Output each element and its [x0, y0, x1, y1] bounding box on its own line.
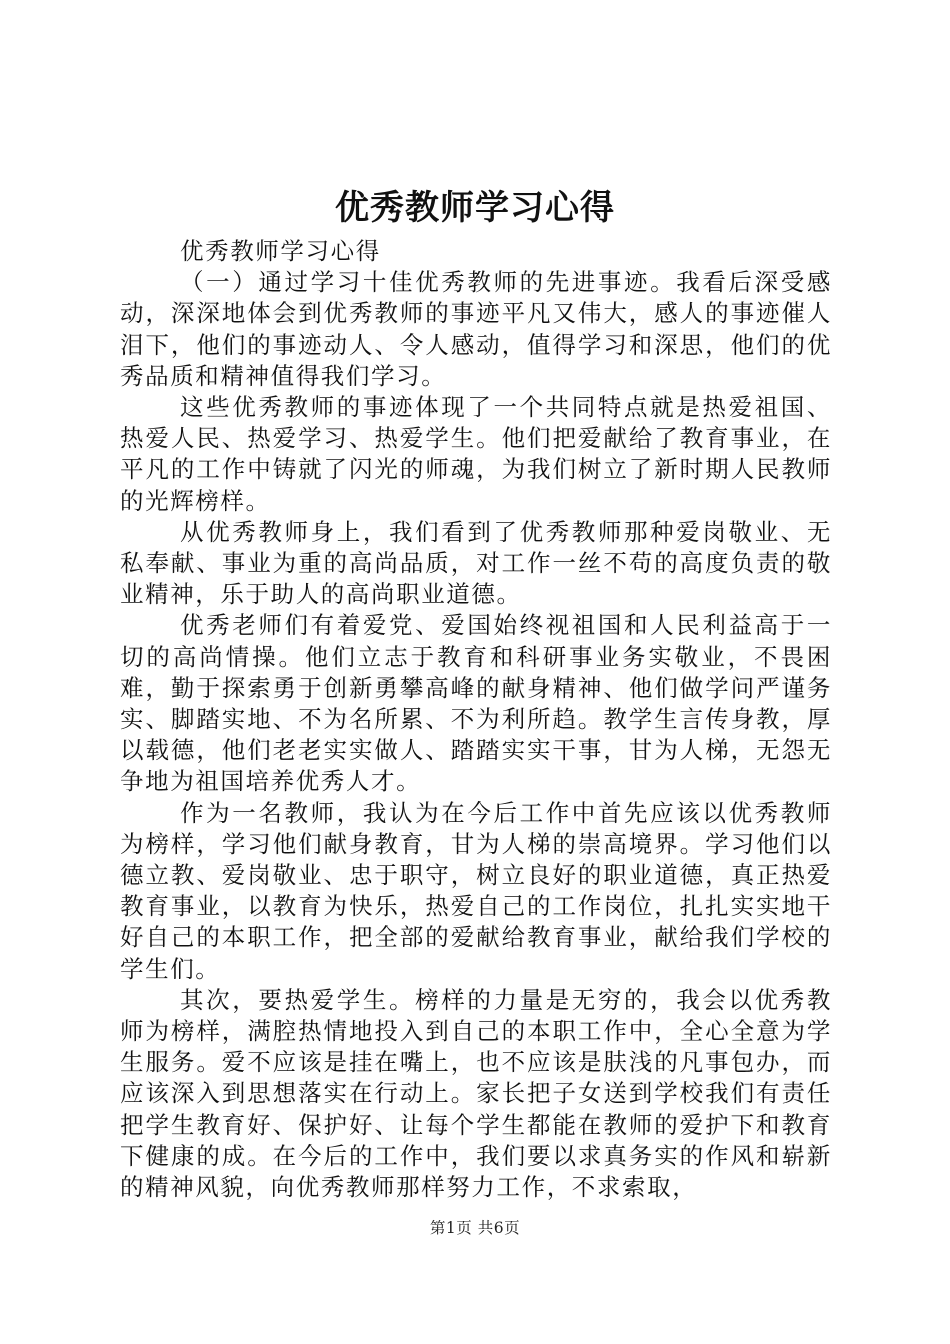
paragraph-1: （一）通过学习十佳优秀教师的先进事迹。我看后深受感动，深深地体会到优秀教师的事迹平凡又伟大，感人的事迹催人泪下，他们的事迹动人、令人感动，值得学习和深思，他们的优秀品质和精神值得我们学习。: [120, 268, 832, 390]
document-subtitle: 优秀教师学习心得: [180, 237, 381, 265]
paragraph-2: 这些优秀教师的事迹体现了一个共同特点就是热爱祖国、热爱人民、热爱学习、热爱学生。他们把爱献给了教育事业，在平凡的工作中铸就了闪光的师魂，为我们树立了新时期人民教师的光辉榜样。: [120, 393, 832, 515]
paragraph-5: 作为一名教师，我认为在今后工作中首先应该以优秀教师为榜样，学习他们献身教育，甘为人梯的崇高境界。学习他们以德立教、爱岗敬业、忠于职守，树立良好的职业道德，真正热爱教育事业，以教育为快乐，热爱自己的工作岗位，扎扎实实地干好自己的本职工作，把全部的爱献给教育事业，献给我们学校的学生们。: [120, 798, 832, 983]
document-title: 优秀教师学习心得: [335, 188, 615, 228]
paragraph-4: 优秀老师们有着爱党、爱国始终视祖国和人民利益高于一切的高尚情操。他们立志于教育和科研事业务实敬业，不畏困难，勤于探索勇于创新勇攀高峰的献身精神、他们做学问严谨务实、脚踏实地、不为名所累、不为利所趋。教学生言传身教，厚以载德，他们老老实实做人、踏踏实实干事，甘为人梯，无怨无争地为祖国培养优秀人才。: [120, 611, 832, 796]
document-body: [120, 236, 832, 1203]
page-number-footer: 第1页 共6页: [429, 1219, 521, 1237]
paragraph-3: 从优秀教师身上，我们看到了优秀教师那种爱岗敬业、无私奉献、事业为重的高尚品质，对工作一丝不苟的高度负责的敬业精神，乐于助人的高尚职业道德。: [120, 517, 832, 609]
paragraph-6: 其次，要热爱学生。榜样的力量是无穷的，我会以优秀教师为榜样，满腔热情地投入到自己的本职工作中，全心全意为学生服务。爱不应该是挂在嘴上，也不应该是肤浅的凡事包办，而应该深入到思想落实在行动上。家长把子女送到学校我们有责任把学生教育好、保护好、让每个学生都能在教师的爱护下和教育下健康的成。在今后的工作中，我们要以求真务实的作风和崭新的精神风貌，向优秀教师那样努力工作，不求索取，: [120, 985, 832, 1202]
